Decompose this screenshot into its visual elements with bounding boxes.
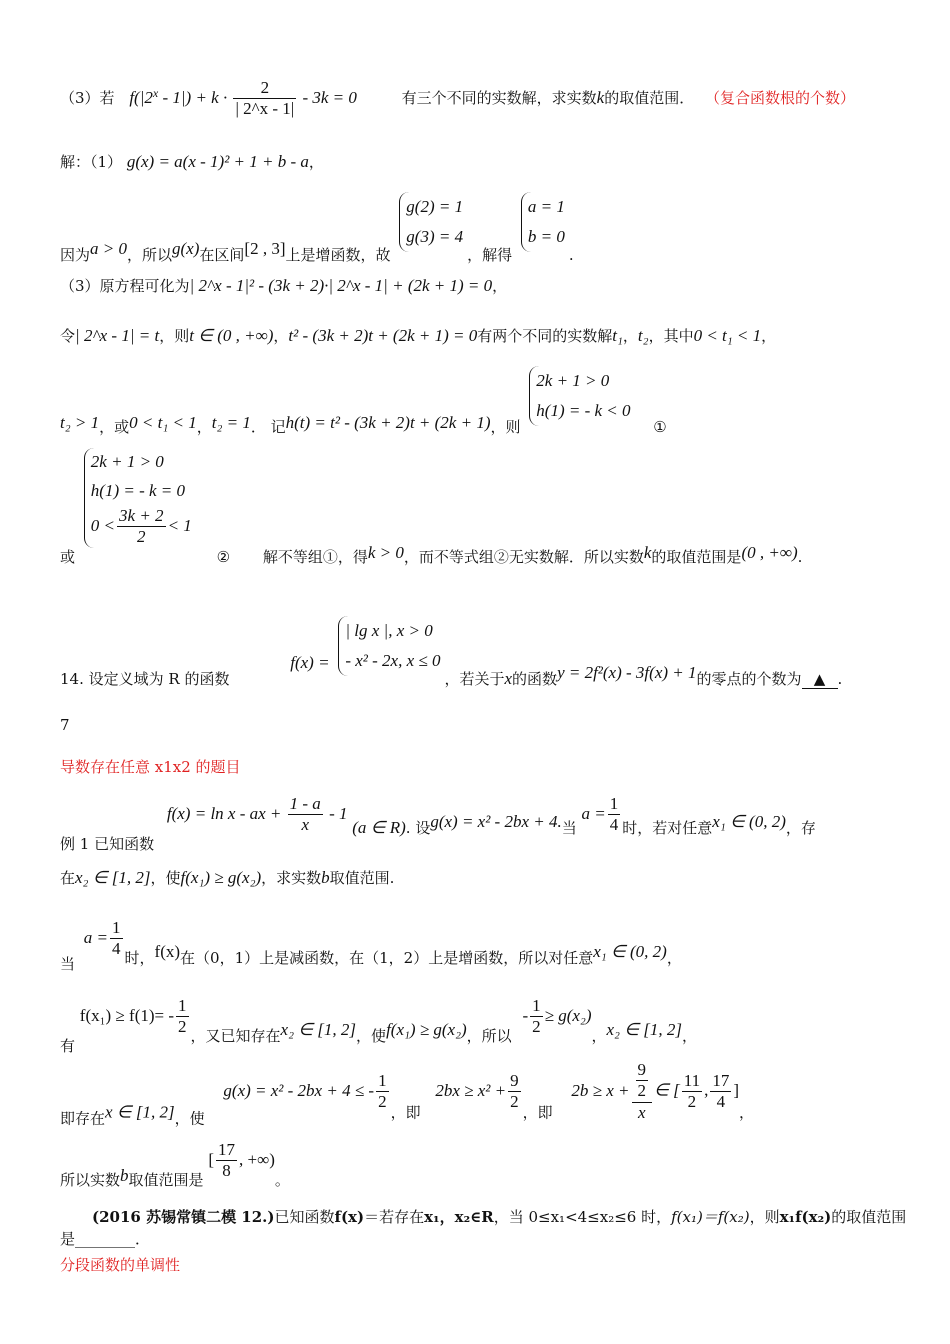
mark-1: ① xyxy=(653,417,667,436)
question-2016-line-2: 是________． xyxy=(60,1230,151,1248)
solution-3d-line: 或 2k + 1 > 0 h(1) = - k = 0 0 < $\frac{3k + 2}{2}$ < 1 ② 解不等组①，得k > 0，而不等式组②无实数解．所以实数k的取值范围是(0 , +∞). xyxy=(60,448,802,566)
q3-label: （3）若 xyxy=(60,88,115,107)
q3-k: k xyxy=(596,87,605,107)
q3-equation-sup: x xyxy=(152,85,159,100)
system-ab: a = 1 b = 0 xyxy=(521,192,565,252)
solution-3-label: （3）原方程可化为 xyxy=(60,277,190,295)
q3-equation-part3: - 3k = 0 xyxy=(298,87,357,107)
piecewise-f: | lg x |, x > 0 - x² - 2x, x ≤ 0 xyxy=(338,616,440,676)
example-1d-line: 有 f(x₁) ≥ f(1)= - $\frac{1}{2}$ ，又已知存在x₂ ∈ [1, 2]，使f(x₁) ≥ g(x₂)，所以 - $\frac{1}{2}$ ≥ g(x₂)，x₂ ∈ [1, 2]， xyxy=(60,996,698,1055)
q3-equation-part2: - 1|) + k · xyxy=(158,87,232,107)
section-title-piecewise: 分段函数的单调性 xyxy=(60,1256,181,1274)
section-title-derivative: 导数存在任意 x1x2 的题目 xyxy=(60,758,241,776)
question-2016-source: (2016 苏锡常镇二模 12.) xyxy=(92,1208,275,1226)
q3-equation-part1: f(|2 xyxy=(129,87,153,107)
example-1e-line: 即存在x ∈ [1, 2]，使 g(x) = x² - 2bx + 4 ≤ - $\frac{1}{2}$ ，即 2bx ≥ x² + $\frac{9}{2}$ ，即 2b ≥ x + 9 2 x ∈ [ $\frac{11}{2}$ , $\frac{17}{4}$ ]， xyxy=(60,1060,755,1128)
question-2016-line: (2016 苏锡常镇二模 12.)已知函数f(x)＝若存在x₁，x₂∈R，当 0≤x₁<4≤x₂≤6 时，f(x₁)＝f(x₂)，则x₁f(x₂)的取值范围 xyxy=(92,1208,907,1226)
system-1: 2k + 1 > 0 h(1) = - k < 0 xyxy=(529,366,630,426)
solution-1b-line: 因为a > 0，所以g(x)在区间[2 , 3]上是增函数，故 g(2) = 1 g(3) = 4 ，解得 a = 1 b = 0 . xyxy=(60,192,574,264)
example-1-line: 例 1 已知函数 f(x) = ln x - ax + $\frac{1 - a}{x}$ - 1 (a ∈ R). 设g(x) = x² - 2bx + 4.当 a = $\frac{1}{4}$ 时，若对任意x₁ ∈ (0, 2)，存 xyxy=(60,794,816,853)
page-number: 7 xyxy=(60,716,70,734)
solution-3-formula: | 2^x - 1|² - (3k + 2)·| 2^x - 1| + (2k + 1) = 0 xyxy=(189,276,493,295)
example-1f-line: 所以实数b取值范围是 [ $\frac{17}{8}$ , +∞)。 xyxy=(60,1140,290,1189)
solution-3c-line: t₂ > 1，或0 < t₁ < 1，t₂ = 1． 记h(t) = t² - (3k + 2)t + (2k + 1)，则 2k + 1 > 0 h(1) = - k < 0 ① xyxy=(60,366,667,436)
question-14-line: 14. 设定义域为 R 的函数 f(x) = | lg x |, x > 0 - x² - 2x, x ≤ 0 ，若关于x的函数y = 2f²(x) - 3f(x) + 1的零点的个数为 ▲ . xyxy=(60,616,842,689)
q3-fraction: $\frac{2}{| 2\^{}x - 1|}$ xyxy=(235,78,295,119)
solution-3b-line: 令| 2^x - 1| = t，则t ∈ (0 , +∞)，t² - (3k + 2)t + (2k + 1) = 0有两个不同的实数解t₁，t₂，其中0 < t₁ < 1， xyxy=(60,326,777,345)
solution-1-label: 解：（1） xyxy=(60,153,123,171)
system-g: g(2) = 1 g(3) = 4 xyxy=(399,192,463,252)
q3-text: 有三个不同的实数解，求实数 xyxy=(401,88,597,107)
mark-2: ② xyxy=(216,547,231,566)
answer-blank: ▲ xyxy=(802,670,838,689)
example-1c-line: 当 a = $\frac{1}{4}$ 时，f(x)在（0，1）上是减函数，在（1，2）上是增函数，所以对任意x₁ ∈ (0, 2)， xyxy=(60,918,682,973)
q3-intro-line xyxy=(60,78,855,120)
system-2: 2k + 1 > 0 h(1) = - k = 0 0 < $\frac{3k + 2}{2}$ < 1 xyxy=(84,448,192,548)
solution-3-line: （3）原方程可化为| 2^x - 1|² - (3k + 2)·| 2^x - 1| + (2k + 1) = 0， xyxy=(60,276,508,295)
example-1b-line: 在x₂ ∈ [1, 2]，使f(x₁) ≥ g(x₂)，求实数b取值范围. xyxy=(60,868,395,887)
q3-text-tail: 的取值范围． xyxy=(604,88,695,107)
solution-1-formula: g(x) = a(x - 1)² + 1 + b - a xyxy=(126,152,309,171)
q3-note: （复合函数根的个数） xyxy=(705,88,856,107)
solution-1-line: 解：（1） g(x) = a(x - 1)² + 1 + b - a， xyxy=(60,152,324,171)
